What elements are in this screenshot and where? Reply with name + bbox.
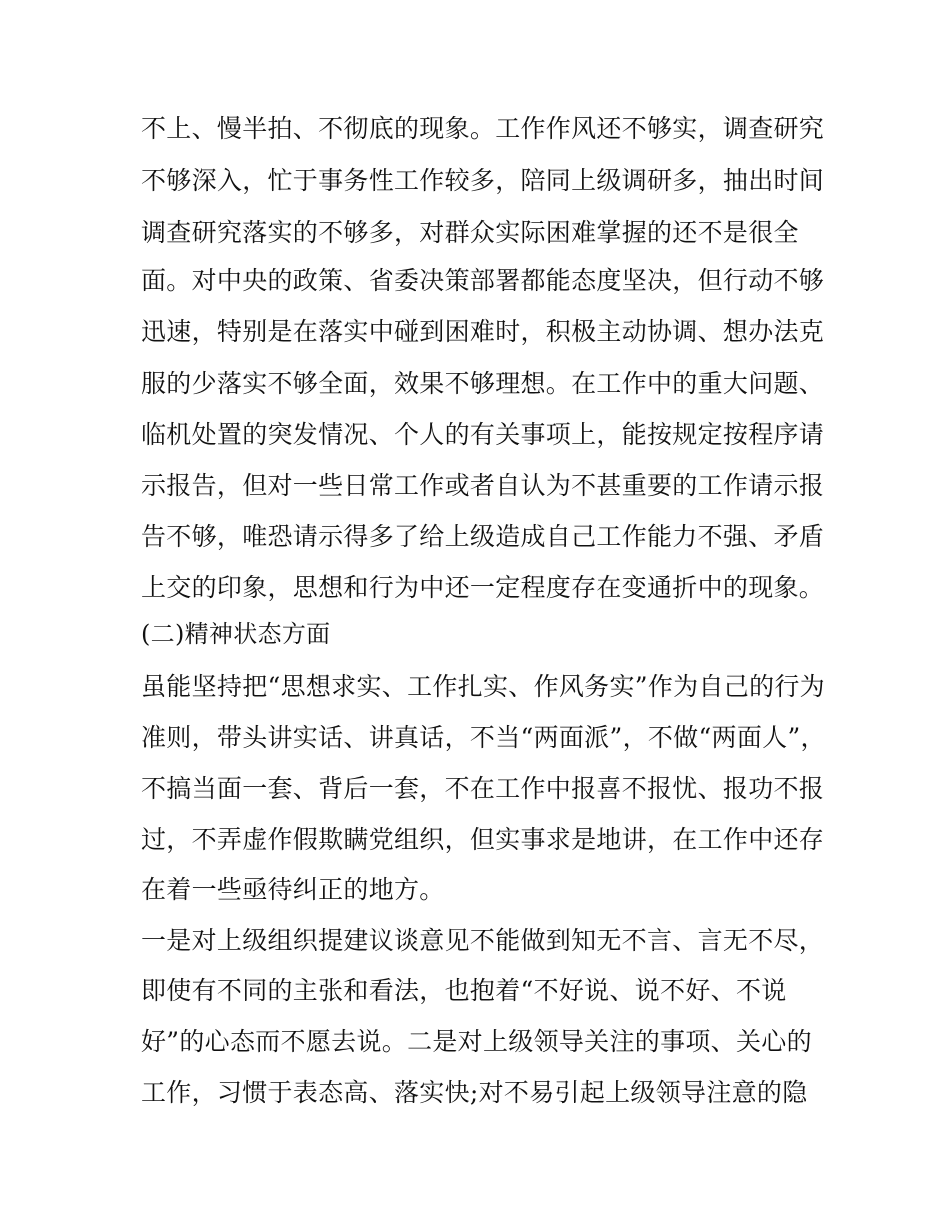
text-line: 上交的印象，思想和行为中还一定程度存在变通折中的现象。 bbox=[141, 573, 825, 602]
text-line: 临机处置的突发情况、个人的有关事项上，能按规定按程序请 bbox=[141, 420, 825, 449]
text-line: 迅速，特别是在落实中碰到困难时，积极主动协调、想办法克 bbox=[141, 317, 825, 346]
text-line: 好”的心态而不愿去说。二是对上级领导关注的事项、关心的 bbox=[141, 1027, 812, 1056]
text-line: 服的少落实不够全面，效果不够理想。在工作中的重大问题、 bbox=[141, 369, 825, 398]
text-line: 准则，带头讲实话、讲真话，不当“两面派”，不做“两面人”， bbox=[141, 723, 826, 752]
text-line: 即使有不同的主张和看法，也抱着“不好说、说不好、不说 bbox=[141, 976, 787, 1005]
text-line: 告不够，唯恐请示得多了给上级造成自己工作能力不强、矛盾 bbox=[141, 522, 825, 551]
text-line: 在着一些亟待纠正的地方。 bbox=[141, 875, 445, 904]
text-line: 调查研究落实的不够多，对群众实际困难掌握的还不是很全 bbox=[141, 218, 799, 247]
text-line: 工作，习惯于表态高、落实快;对不易引起上级领导注意的隐 bbox=[141, 1078, 808, 1107]
section-heading: (二)精神状态方面 bbox=[141, 620, 331, 648]
text-line: 一是对上级组织提建议谈意见不能做到知无不言、言无不尽， bbox=[141, 926, 825, 955]
text-line: 虽能坚持把“思想求实、工作扎实、作风务实”作为自己的行为 bbox=[141, 672, 825, 701]
text-line: 不上、慢半拍、不彻底的现象。工作作风还不够实，调查研究 bbox=[141, 114, 825, 143]
text-line: 面。对中央的政策、省委决策部署都能态度坚决，但行动不够 bbox=[141, 266, 825, 295]
text-line: 不搞当面一套、背后一套，不在工作中报喜不报忧、报功不报 bbox=[141, 774, 825, 803]
text-line: 示报告，但对一些日常工作或者自认为不甚重要的工作请示报 bbox=[141, 471, 825, 500]
text-line: 过，不弄虚作假欺瞒党组织，但实事求是地讲，在工作中还存 bbox=[141, 825, 825, 854]
text-line: 不够深入，忙于事务性工作较多，陪同上级调研多，抽出时间 bbox=[141, 166, 825, 195]
